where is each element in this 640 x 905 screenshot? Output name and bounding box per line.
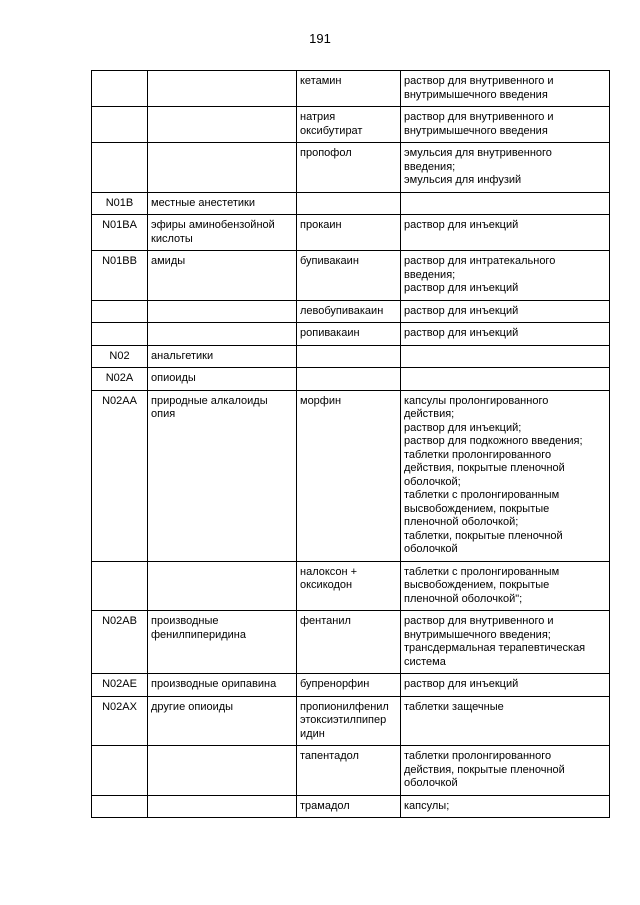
group-name-cell	[148, 746, 297, 796]
drug-table	[91, 70, 610, 818]
cell-line: трамадол	[300, 799, 350, 812]
table-row	[92, 71, 610, 107]
cell-line: ропивакаин	[300, 327, 360, 339]
cell-text: N02AA	[102, 394, 137, 407]
drug-name-cell	[297, 107, 401, 143]
cell-text	[95, 305, 144, 319]
group-name-cell	[148, 71, 297, 107]
group-name-cell	[148, 368, 297, 391]
cell-line: таблетки, покрытые пленочной	[404, 529, 563, 542]
dosage-forms-cell	[401, 71, 610, 107]
dosage-forms-cell	[401, 795, 610, 818]
cell-line: внутримышечного введения	[404, 124, 548, 137]
dosage-forms-cell	[401, 251, 610, 301]
cell-line: амиды	[151, 255, 186, 267]
cell-text: N02	[109, 349, 130, 362]
dosage-forms-cell	[401, 192, 610, 215]
atc-code-cell	[92, 795, 148, 818]
table-row	[92, 143, 610, 193]
cell-line: таблетки с пролонгированным	[404, 489, 560, 501]
cell-line: раствор для внутривенного и	[404, 75, 554, 87]
dosage-forms-cell	[401, 143, 610, 193]
cell-line: введения;	[404, 268, 456, 281]
dosage-forms-cell	[401, 368, 610, 391]
cell-line: кислоты	[151, 232, 193, 245]
atc-code-cell	[92, 300, 148, 323]
group-name-cell	[148, 674, 297, 697]
cell-line: природные алкалоиды	[151, 394, 268, 407]
atc-code-cell	[92, 215, 148, 251]
drug-name-cell	[297, 192, 401, 215]
table-row	[92, 215, 610, 251]
atc-code-cell	[92, 746, 148, 796]
atc-code-cell	[92, 611, 148, 674]
atc-code-cell	[92, 561, 148, 611]
table-row	[92, 795, 610, 818]
table-row	[92, 696, 610, 746]
drug-name-cell	[297, 561, 401, 611]
cell-line: трансдермальная терапевтическая	[404, 642, 586, 654]
cell-line: раствор для инъекций;	[404, 421, 522, 434]
drug-name-cell	[297, 368, 401, 391]
dosage-forms-cell	[401, 746, 610, 796]
cell-line: раствор для подкожного введения;	[404, 435, 583, 447]
cell-line: раствор для инъекций	[404, 678, 519, 690]
table-row	[92, 323, 610, 346]
dosage-forms-cell	[401, 390, 610, 561]
drug-name-cell	[297, 674, 401, 697]
group-name-cell	[148, 696, 297, 746]
dosage-forms-cell	[401, 611, 610, 674]
atc-code-cell	[92, 192, 148, 215]
atc-code-cell	[92, 345, 148, 368]
cell-line: действия, покрытые пленочной	[404, 462, 565, 474]
cell-line: раствор для инъекций	[404, 219, 519, 231]
group-name-cell	[148, 300, 297, 323]
drug-name-cell	[297, 345, 401, 368]
cell-line: капсулы;	[404, 799, 450, 812]
cell-line: раствор для инъекций	[404, 327, 519, 339]
dosage-forms-cell	[401, 323, 610, 346]
group-name-cell	[148, 795, 297, 818]
cell-line: внутримышечного введения	[404, 88, 548, 101]
cell-text	[95, 566, 144, 580]
cell-text: N02A	[105, 372, 134, 384]
cell-line: натрия	[300, 111, 336, 123]
cell-line: производные орипавина	[151, 678, 277, 690]
group-name-cell	[148, 390, 297, 561]
cell-text: N02AE	[102, 678, 137, 690]
cell-line: фентанил	[300, 615, 351, 627]
cell-line: прокаин	[300, 219, 342, 231]
cell-text	[95, 147, 144, 161]
drug-name-cell	[297, 611, 401, 674]
cell-line: другие опиоиды	[151, 700, 234, 713]
atc-code-cell	[92, 368, 148, 391]
cell-line: действия, покрытые пленочной	[404, 763, 565, 776]
drug-name-cell	[297, 71, 401, 107]
table-body	[92, 71, 610, 818]
group-name-cell	[148, 561, 297, 611]
dosage-forms-cell	[401, 107, 610, 143]
cell-line: морфин	[300, 394, 342, 407]
page-number: 191	[309, 31, 331, 46]
dosage-forms-cell	[401, 696, 610, 746]
cell-text	[95, 111, 144, 125]
cell-line: опия	[151, 408, 176, 420]
cell-line: этоксиэтилпипер	[300, 714, 387, 726]
dosage-forms-cell	[401, 561, 610, 611]
cell-line: оксибутират	[300, 124, 363, 137]
group-name-cell	[148, 143, 297, 193]
cell-line: оксикодон	[300, 579, 353, 591]
cell-line: эмульсия для внутривенного	[404, 147, 552, 159]
cell-line: кетамин	[300, 75, 342, 87]
cell-line: опиоиды	[151, 372, 196, 384]
table-row	[92, 561, 610, 611]
atc-code-cell	[92, 71, 148, 107]
cell-line: внутримышечного введения;	[404, 628, 551, 641]
group-name-cell	[148, 345, 297, 368]
cell-text: N01B	[105, 196, 134, 209]
cell-line: введения;	[404, 160, 456, 173]
table-row	[92, 345, 610, 368]
cell-line: идин	[300, 727, 325, 740]
atc-code-cell	[92, 107, 148, 143]
group-name-cell	[148, 251, 297, 301]
group-name-cell	[148, 215, 297, 251]
cell-line: высвобождением, покрытые	[404, 502, 550, 515]
cell-line: таблетки пролонгированного	[404, 448, 552, 461]
table-row	[92, 390, 610, 561]
dosage-forms-cell	[401, 215, 610, 251]
drug-name-cell	[297, 746, 401, 796]
table-row	[92, 251, 610, 301]
cell-line: пленочной оболочкой;	[404, 516, 519, 528]
cell-text	[95, 327, 144, 341]
cell-line: раствор для интратекального	[404, 255, 556, 267]
cell-text: N02AB	[102, 615, 137, 627]
group-name-cell	[148, 192, 297, 215]
group-name-cell	[148, 323, 297, 346]
cell-line: левобупивакаин	[300, 304, 384, 317]
table-row	[92, 368, 610, 391]
drug-name-cell	[297, 696, 401, 746]
cell-line: оболочкой	[404, 543, 458, 555]
cell-line: оболочкой	[404, 777, 458, 789]
cell-line: бупивакаин	[300, 255, 359, 267]
cell-line: эмульсия для инфузий	[404, 174, 522, 186]
cell-line: пропионилфенил	[300, 700, 389, 713]
cell-line: раствор для инъекций	[404, 282, 519, 294]
drug-name-cell	[297, 300, 401, 323]
cell-line: налоксон +	[300, 565, 358, 578]
table-row	[92, 746, 610, 796]
group-name-cell	[148, 611, 297, 674]
cell-text	[95, 75, 144, 89]
cell-line: пленочной оболочкой";	[404, 592, 523, 605]
table-row	[92, 611, 610, 674]
cell-line: эфиры аминобензойной	[151, 219, 275, 231]
drug-name-cell	[297, 143, 401, 193]
cell-line: раствор для внутривенного и	[404, 111, 554, 123]
cell-line: раствор для инъекций	[404, 304, 519, 317]
atc-code-cell	[92, 674, 148, 697]
drug-name-cell	[297, 795, 401, 818]
table-row	[92, 192, 610, 215]
cell-text: N01BB	[102, 255, 137, 267]
table-row	[92, 300, 610, 323]
cell-line: раствор для внутривенного и	[404, 615, 554, 627]
dosage-forms-cell	[401, 345, 610, 368]
cell-line: фенилпиперидина	[151, 628, 246, 641]
cell-line: производные	[151, 615, 219, 627]
cell-line: таблетки защечные	[404, 700, 504, 713]
table-row	[92, 107, 610, 143]
dosage-forms-cell	[401, 300, 610, 323]
drug-name-cell	[297, 251, 401, 301]
cell-text	[95, 800, 144, 814]
cell-line: действия;	[404, 408, 455, 420]
atc-code-cell	[92, 323, 148, 346]
cell-text: N01BA	[102, 219, 137, 231]
atc-code-cell	[92, 251, 148, 301]
cell-line: местные анестетики	[151, 196, 255, 209]
drug-name-cell	[297, 323, 401, 346]
group-name-cell	[148, 107, 297, 143]
cell-line: высвобождением, покрытые	[404, 579, 550, 591]
cell-text: N02AX	[102, 700, 137, 713]
dosage-forms-cell	[401, 674, 610, 697]
cell-line: бупренорфин	[300, 678, 370, 690]
cell-line: капсулы пролонгированного	[404, 394, 549, 407]
cell-line: анальгетики	[151, 349, 214, 362]
atc-code-cell	[92, 390, 148, 561]
drug-name-cell	[297, 215, 401, 251]
cell-line: система	[404, 655, 446, 668]
drug-name-cell	[297, 390, 401, 561]
table-row	[92, 674, 610, 697]
cell-text	[95, 750, 144, 764]
atc-code-cell	[92, 696, 148, 746]
cell-line: тапентадол	[300, 750, 359, 762]
cell-line: оболочкой;	[404, 475, 461, 488]
cell-line: пропофол	[300, 147, 352, 159]
atc-code-cell	[92, 143, 148, 193]
cell-line: таблетки пролонгированного	[404, 750, 552, 762]
cell-line: таблетки с пролонгированным	[404, 565, 560, 578]
